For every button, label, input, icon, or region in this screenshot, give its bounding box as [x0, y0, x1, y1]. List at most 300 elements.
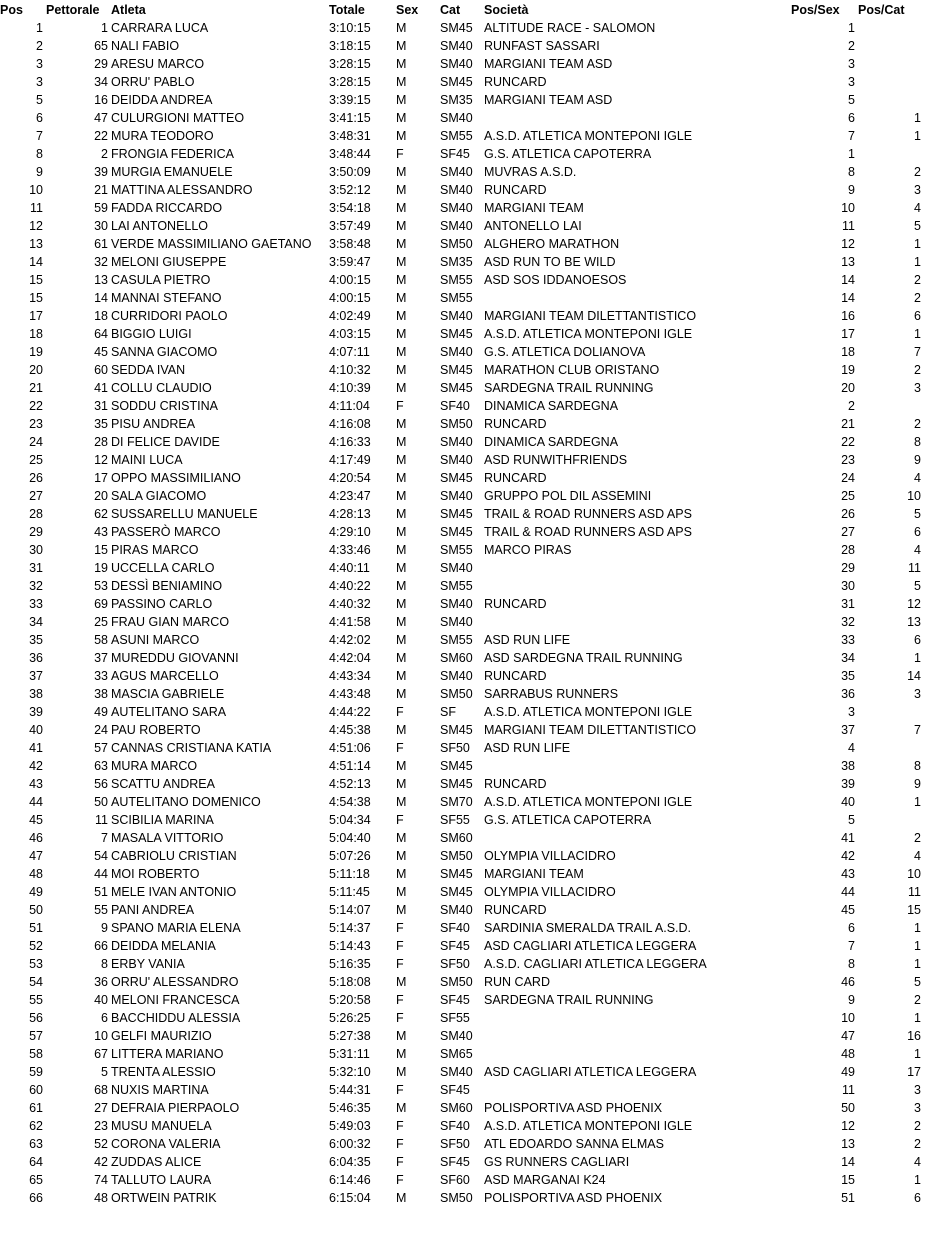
cell-pos-cat: 10 — [907, 489, 921, 503]
cell-club: ASD RUN TO BE WILD — [484, 255, 616, 269]
table-row — [0, 235, 929, 253]
cell-sex: F — [396, 957, 404, 971]
cell-time: 3:54:18 — [329, 201, 371, 215]
cell-sex: M — [396, 849, 407, 863]
table-row — [0, 451, 929, 469]
cell-bib: 55 — [94, 903, 108, 917]
cell-category: SM40 — [440, 489, 473, 503]
header-pos-cat: Pos/Cat — [858, 3, 905, 17]
cell-pos: 45 — [29, 813, 43, 827]
cell-pos: 7 — [36, 129, 43, 143]
cell-pos-sex: 22 — [841, 435, 855, 449]
cell-athlete: TRENTA ALESSIO — [111, 1065, 216, 1079]
table-row — [0, 739, 929, 757]
cell-athlete: ASUNI MARCO — [111, 633, 200, 647]
cell-pos-cat: 5 — [914, 219, 921, 233]
cell-bib: 63 — [94, 759, 108, 773]
cell-athlete: MAINI LUCA — [111, 453, 183, 467]
table-row — [0, 847, 929, 865]
cell-club: OLYMPIA VILLACIDRO — [484, 885, 616, 899]
cell-pos-cat: 6 — [914, 633, 921, 647]
cell-time: 4:41:58 — [329, 615, 371, 629]
cell-bib: 69 — [94, 597, 108, 611]
cell-athlete: SPANO MARIA ELENA — [111, 921, 241, 935]
cell-pos: 60 — [29, 1083, 43, 1097]
cell-sex: F — [396, 1011, 404, 1025]
cell-pos: 51 — [29, 921, 43, 935]
cell-pos-cat: 5 — [914, 975, 921, 989]
cell-pos: 23 — [29, 417, 43, 431]
cell-bib: 21 — [94, 183, 108, 197]
cell-sex: M — [396, 525, 407, 539]
cell-bib: 11 — [95, 813, 108, 827]
cell-club: A.S.D. CAGLIARI ATLETICA LEGGERA — [484, 957, 707, 971]
cell-time: 5:20:58 — [329, 993, 371, 1007]
table-row — [0, 505, 929, 523]
cell-athlete: MUSU MANUELA — [111, 1119, 212, 1133]
cell-club: ASD RUN LIFE — [484, 633, 571, 647]
cell-club: MUVRAS A.S.D. — [484, 165, 577, 179]
cell-athlete: MOI ROBERTO — [111, 867, 200, 881]
cell-time: 4:17:49 — [329, 453, 371, 467]
table-row — [0, 1099, 929, 1117]
cell-athlete: PASSERÒ MARCO — [111, 525, 221, 539]
cell-time: 5:46:35 — [329, 1101, 371, 1115]
cell-athlete: SUSSARELLU MANUELE — [111, 507, 258, 521]
table-row — [0, 397, 929, 415]
cell-pos-cat: 1 — [914, 327, 921, 341]
cell-pos-cat: 9 — [914, 453, 921, 467]
cell-pos-sex: 36 — [841, 687, 855, 701]
cell-athlete: MASALA VITTORIO — [111, 831, 224, 845]
cell-athlete: SANNA GIACOMO — [111, 345, 218, 359]
cell-pos-cat: 9 — [914, 777, 921, 791]
cell-pos-cat: 8 — [914, 435, 921, 449]
cell-bib: 32 — [94, 255, 108, 269]
cell-pos: 29 — [29, 525, 43, 539]
cell-time: 4:11:04 — [329, 399, 370, 413]
cell-pos-cat: 1 — [914, 921, 921, 935]
cell-bib: 51 — [94, 885, 108, 899]
cell-sex: F — [396, 1155, 404, 1169]
cell-pos-sex: 1 — [848, 21, 855, 35]
cell-pos-cat: 5 — [914, 579, 921, 593]
table-row — [0, 937, 929, 955]
cell-bib: 41 — [94, 381, 108, 395]
cell-pos-cat: 1 — [914, 111, 921, 125]
cell-pos-cat: 1 — [914, 237, 921, 251]
cell-category: SM40 — [440, 1029, 473, 1043]
cell-pos: 3 — [36, 75, 43, 89]
cell-pos-sex: 1 — [848, 147, 855, 161]
cell-pos-sex: 50 — [841, 1101, 855, 1115]
cell-time: 3:59:47 — [329, 255, 371, 269]
table-row — [0, 559, 929, 577]
cell-club: RUNFAST SASSARI — [484, 39, 600, 53]
table-row — [0, 523, 929, 541]
cell-sex: M — [396, 489, 407, 503]
cell-time: 5:14:07 — [329, 903, 371, 917]
cell-category: SM45 — [440, 867, 473, 881]
cell-pos: 42 — [29, 759, 43, 773]
table-row — [0, 37, 929, 55]
cell-pos-sex: 39 — [841, 777, 855, 791]
cell-time: 6:14:46 — [329, 1173, 371, 1187]
cell-pos: 46 — [29, 831, 43, 845]
cell-athlete: DI FELICE DAVIDE — [111, 435, 220, 449]
cell-pos-sex: 41 — [841, 831, 855, 845]
cell-pos-sex: 21 — [841, 417, 855, 431]
cell-time: 3:28:15 — [329, 75, 371, 89]
cell-pos-sex: 4 — [848, 741, 855, 755]
table-row — [0, 1009, 929, 1027]
cell-athlete: PIRAS MARCO — [111, 543, 199, 557]
cell-time: 5:16:35 — [329, 957, 371, 971]
table-row — [0, 469, 929, 487]
table-row — [0, 973, 929, 991]
cell-bib: 60 — [94, 363, 108, 377]
cell-pos-sex: 10 — [841, 201, 855, 215]
cell-category: SF40 — [440, 1119, 470, 1133]
table-row — [0, 361, 929, 379]
cell-bib: 13 — [94, 273, 108, 287]
cell-club: ASD CAGLIARI ATLETICA LEGGERA — [484, 939, 697, 953]
cell-pos-cat: 3 — [914, 1101, 921, 1115]
table-row — [0, 307, 929, 325]
cell-athlete: COLLU CLAUDIO — [111, 381, 212, 395]
cell-category: SF45 — [440, 993, 470, 1007]
cell-category: SF50 — [440, 957, 470, 971]
cell-pos-sex: 8 — [848, 165, 855, 179]
cell-pos-sex: 3 — [848, 705, 855, 719]
header-cat: Cat — [440, 3, 461, 17]
cell-category: SF55 — [440, 1011, 470, 1025]
cell-athlete: MURA MARCO — [111, 759, 198, 773]
cell-category: SM40 — [440, 597, 473, 611]
cell-category: SM55 — [440, 579, 473, 593]
cell-sex: M — [396, 1191, 407, 1205]
cell-pos-sex: 8 — [848, 957, 855, 971]
cell-category: SM40 — [440, 903, 473, 917]
cell-time: 5:44:31 — [329, 1083, 371, 1097]
cell-pos: 11 — [30, 201, 43, 215]
cell-pos-cat: 6 — [914, 525, 921, 539]
cell-athlete: DESSÌ BENIAMINO — [111, 579, 223, 593]
table-row — [0, 1153, 929, 1171]
cell-club: G.S. ATLETICA DOLIANOVA — [484, 345, 646, 359]
cell-sex: M — [396, 795, 407, 809]
cell-sex: M — [396, 201, 407, 215]
cell-time: 4:42:02 — [329, 633, 371, 647]
cell-sex: M — [396, 777, 407, 791]
table-row — [0, 145, 929, 163]
cell-bib: 7 — [101, 831, 108, 845]
cell-time: 5:49:03 — [329, 1119, 371, 1133]
cell-pos-sex: 44 — [841, 885, 855, 899]
cell-pos-cat: 7 — [914, 723, 921, 737]
cell-category: SM55 — [440, 633, 473, 647]
cell-bib: 30 — [94, 219, 108, 233]
cell-category: SM45 — [440, 381, 473, 395]
cell-athlete: DEIDDA MELANIA — [111, 939, 216, 953]
cell-pos: 41 — [29, 741, 43, 755]
cell-pos: 37 — [29, 669, 43, 683]
cell-club: SARDEGNA TRAIL RUNNING — [484, 993, 654, 1007]
table-row — [0, 19, 929, 37]
cell-time: 4:52:13 — [329, 777, 371, 791]
cell-sex: F — [396, 705, 404, 719]
cell-club: TRAIL & ROAD RUNNERS ASD APS — [484, 525, 692, 539]
cell-club: MARGIANI TEAM DILETTANTISTICO — [484, 309, 697, 323]
cell-sex: M — [396, 1101, 407, 1115]
cell-club: RUNCARD — [484, 777, 547, 791]
cell-pos-sex: 48 — [841, 1047, 855, 1061]
cell-pos-cat: 2 — [914, 273, 921, 287]
cell-sex: F — [396, 147, 404, 161]
cell-bib: 9 — [101, 921, 108, 935]
cell-sex: M — [396, 1047, 407, 1061]
cell-club: ASD SARDEGNA TRAIL RUNNING — [484, 651, 683, 665]
cell-time: 4:40:32 — [329, 597, 371, 611]
cell-bib: 67 — [94, 1047, 108, 1061]
cell-athlete: CURRIDORI PAOLO — [111, 309, 228, 323]
cell-pos-cat: 2 — [914, 993, 921, 1007]
cell-bib: 61 — [94, 237, 108, 251]
cell-athlete: SEDDA IVAN — [111, 363, 186, 377]
cell-athlete: AGUS MARCELLO — [111, 669, 219, 683]
cell-athlete: ERBY VANIA — [111, 957, 185, 971]
cell-pos-sex: 3 — [848, 57, 855, 71]
cell-bib: 68 — [94, 1083, 108, 1097]
cell-athlete: GELFI MAURIZIO — [111, 1029, 212, 1043]
cell-club: MARGIANI TEAM DILETTANTISTICO — [484, 723, 697, 737]
cell-athlete: MELONI GIUSEPPE — [111, 255, 227, 269]
cell-pos: 2 — [36, 39, 43, 53]
cell-athlete: CABRIOLU CRISTIAN — [111, 849, 237, 863]
cell-category: SM40 — [440, 165, 473, 179]
cell-sex: M — [396, 435, 407, 449]
cell-sex: M — [396, 327, 407, 341]
cell-pos: 9 — [36, 165, 43, 179]
cell-sex: M — [396, 903, 407, 917]
cell-pos-cat: 1 — [914, 795, 921, 809]
cell-pos: 8 — [36, 147, 43, 161]
cell-sex: F — [396, 1137, 404, 1151]
cell-athlete: MASCIA GABRIELE — [111, 687, 225, 701]
cell-bib: 65 — [94, 39, 108, 53]
cell-bib: 62 — [94, 507, 108, 521]
cell-pos-sex: 6 — [848, 921, 855, 935]
cell-category: SM50 — [440, 687, 473, 701]
cell-club: DINAMICA SARDEGNA — [484, 435, 619, 449]
cell-bib: 40 — [94, 993, 108, 1007]
cell-sex: M — [396, 831, 407, 845]
cell-sex: M — [396, 471, 407, 485]
cell-category: SM35 — [440, 93, 473, 107]
header-bib: Pettorale — [46, 3, 100, 17]
cell-bib: 16 — [94, 93, 108, 107]
table-row — [0, 991, 929, 1009]
table-row — [0, 901, 929, 919]
cell-sex: M — [396, 759, 407, 773]
cell-time: 4:07:11 — [329, 345, 370, 359]
cell-pos: 5 — [36, 93, 43, 107]
cell-category: SM40 — [440, 615, 473, 629]
cell-athlete: BACCHIDDU ALESSIA — [111, 1011, 241, 1025]
cell-pos-sex: 14 — [841, 273, 855, 287]
cell-club: RUN CARD — [484, 975, 550, 989]
cell-category: SF50 — [440, 1137, 470, 1151]
table-row — [0, 955, 929, 973]
cell-bib: 6 — [101, 1011, 108, 1025]
cell-pos-sex: 30 — [841, 579, 855, 593]
cell-bib: 53 — [94, 579, 108, 593]
cell-sex: M — [396, 309, 407, 323]
cell-sex: M — [396, 57, 407, 71]
cell-club: MARATHON CLUB ORISTANO — [484, 363, 660, 377]
cell-pos-cat: 17 — [907, 1065, 921, 1079]
cell-pos-cat: 4 — [914, 1155, 921, 1169]
cell-pos-sex: 27 — [841, 525, 855, 539]
cell-sex: M — [396, 237, 407, 251]
cell-bib: 64 — [94, 327, 108, 341]
cell-time: 5:26:25 — [329, 1011, 371, 1025]
cell-category: SF55 — [440, 813, 470, 827]
cell-time: 3:58:48 — [329, 237, 371, 251]
cell-athlete: BIGGIO LUIGI — [111, 327, 192, 341]
cell-category: SM45 — [440, 471, 473, 485]
table-row — [0, 109, 929, 127]
cell-pos: 15 — [29, 273, 43, 287]
cell-pos: 44 — [29, 795, 43, 809]
cell-sex: M — [396, 867, 407, 881]
table-row — [0, 1027, 929, 1045]
cell-club: OLYMPIA VILLACIDRO — [484, 849, 616, 863]
cell-club: RUNCARD — [484, 903, 547, 917]
cell-pos-sex: 9 — [848, 183, 855, 197]
cell-bib: 47 — [94, 111, 108, 125]
cell-pos: 22 — [29, 399, 43, 413]
cell-pos-cat: 7 — [914, 345, 921, 359]
cell-club: ASD RUN LIFE — [484, 741, 571, 755]
cell-club: RUNCARD — [484, 417, 547, 431]
cell-bib: 33 — [94, 669, 108, 683]
cell-time: 5:32:10 — [329, 1065, 371, 1079]
cell-bib: 5 — [101, 1065, 108, 1079]
cell-bib: 12 — [94, 453, 108, 467]
header-sex: Sex — [396, 3, 419, 17]
table-row — [0, 595, 929, 613]
cell-pos-cat: 3 — [914, 1083, 921, 1097]
cell-sex: M — [396, 183, 407, 197]
cell-pos-cat: 14 — [907, 669, 921, 683]
cell-sex: M — [396, 93, 407, 107]
cell-sex: M — [396, 615, 407, 629]
cell-athlete: DEFRAIA PIERPAOLO — [111, 1101, 240, 1115]
cell-bib: 1 — [101, 21, 108, 35]
table-row — [0, 343, 929, 361]
cell-athlete: AUTELITANO DOMENICO — [111, 795, 261, 809]
cell-time: 4:10:39 — [329, 381, 371, 395]
cell-pos: 54 — [29, 975, 43, 989]
cell-pos: 62 — [29, 1119, 43, 1133]
table-row — [0, 775, 929, 793]
cell-athlete: MANNAI STEFANO — [111, 291, 222, 305]
cell-club: A.S.D. ATLETICA MONTEPONI IGLE — [484, 705, 693, 719]
cell-time: 5:18:08 — [329, 975, 371, 989]
cell-pos-sex: 15 — [841, 1173, 855, 1187]
cell-sex: M — [396, 579, 407, 593]
cell-pos-sex: 31 — [841, 597, 855, 611]
table-row — [0, 541, 929, 559]
cell-category: SM40 — [440, 39, 473, 53]
cell-club: MARGIANI TEAM — [484, 867, 584, 881]
cell-time: 4:03:15 — [329, 327, 371, 341]
cell-pos: 10 — [29, 183, 43, 197]
cell-bib: 39 — [94, 165, 108, 179]
cell-time: 3:50:09 — [329, 165, 371, 179]
cell-pos-sex: 46 — [841, 975, 855, 989]
cell-athlete: CORONA VALERIA — [111, 1137, 221, 1151]
header-pos: Pos — [0, 3, 23, 17]
cell-club: ASD SOS IDDANOESOS — [484, 273, 627, 287]
cell-bib: 59 — [94, 201, 108, 215]
cell-club: GS RUNNERS CAGLIARI — [484, 1155, 630, 1169]
cell-pos-sex: 12 — [841, 1119, 855, 1133]
cell-athlete: CANNAS CRISTIANA KATIA — [111, 741, 272, 755]
cell-pos-cat: 11 — [908, 885, 921, 899]
cell-category: SM45 — [440, 507, 473, 521]
cell-club: RUNCARD — [484, 75, 547, 89]
table-row — [0, 1045, 929, 1063]
cell-time: 6:15:04 — [329, 1191, 371, 1205]
cell-pos-cat: 3 — [914, 381, 921, 395]
cell-sex: M — [396, 561, 407, 575]
cell-club: ASD MARGANAI K24 — [484, 1173, 606, 1187]
cell-pos-cat: 1 — [914, 939, 921, 953]
cell-bib: 42 — [94, 1155, 108, 1169]
cell-pos-cat: 1 — [914, 1047, 921, 1061]
cell-sex: F — [396, 399, 404, 413]
cell-time: 6:00:32 — [329, 1137, 371, 1151]
cell-pos-sex: 26 — [841, 507, 855, 521]
cell-pos-sex: 43 — [841, 867, 855, 881]
cell-time: 4:43:48 — [329, 687, 371, 701]
cell-sex: M — [396, 417, 407, 431]
cell-pos-sex: 37 — [841, 723, 855, 737]
cell-pos-cat: 6 — [914, 1191, 921, 1205]
table-row — [0, 703, 929, 721]
cell-sex: M — [396, 219, 407, 233]
cell-club: ALGHERO MARATHON — [484, 237, 620, 251]
cell-athlete: DEIDDA ANDREA — [111, 93, 213, 107]
cell-sex: M — [396, 165, 407, 179]
cell-club: A.S.D. ATLETICA MONTEPONI IGLE — [484, 1119, 693, 1133]
cell-bib: 28 — [94, 435, 108, 449]
cell-bib: 14 — [94, 291, 108, 305]
cell-time: 3:10:15 — [329, 21, 371, 35]
cell-pos-sex: 2 — [848, 39, 855, 53]
cell-sex: M — [396, 975, 407, 989]
cell-athlete: SCATTU ANDREA — [111, 777, 215, 791]
cell-athlete: MELE IVAN ANTONIO — [111, 885, 237, 899]
cell-time: 4:40:11 — [329, 561, 370, 575]
cell-sex: M — [396, 1065, 407, 1079]
cell-pos-cat: 4 — [914, 471, 921, 485]
cell-pos: 48 — [29, 867, 43, 881]
cell-time: 5:14:43 — [329, 939, 371, 953]
cell-time: 4:40:22 — [329, 579, 371, 593]
